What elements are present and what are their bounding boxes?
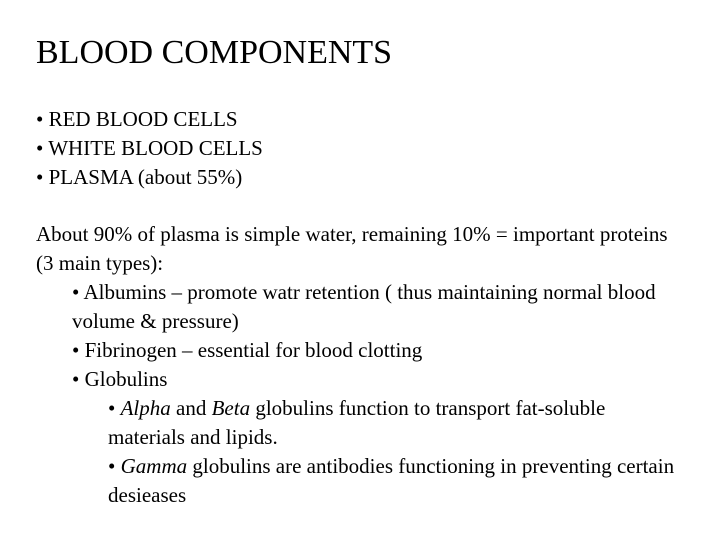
alpha-term: Alpha — [120, 396, 171, 420]
globulin-gamma — [108, 452, 686, 510]
plasma-description — [36, 220, 696, 510]
gamma-term: Gamma — [120, 454, 188, 478]
bullet-red-blood-cells: • RED BLOOD CELLS — [36, 107, 238, 131]
gamma-description: globulins are antibodies functioning in preventing certain desieases — [108, 454, 675, 507]
bullet-white-blood-cells: • WHITE BLOOD CELLS — [36, 136, 263, 160]
bullet-plasma: • PLASMA (about 55%) — [36, 165, 243, 189]
beta-term: Beta — [211, 396, 251, 420]
globulin-alpha-beta — [108, 394, 686, 452]
component-list — [36, 105, 263, 192]
bullet-marker: • — [108, 396, 121, 420]
conjunction: and — [170, 396, 212, 420]
plasma-paragraph: About 90% of plasma is simple water, remaining 10% = important proteins (3 main types): — [36, 222, 668, 275]
slide-title: BLOOD COMPONENTS — [36, 34, 393, 71]
alpha-beta-description: globulins function to transport fat-soluble materials and lipids. — [108, 396, 606, 449]
bullet-marker: • — [108, 454, 121, 478]
protein-albumins: • Albumins – promote watr retention ( thus maintaining normal blood volume & pressure) — [72, 280, 656, 333]
protein-fibrinogen: • Fibrinogen – essential for blood clotting — [72, 338, 423, 362]
protein-globulins: • Globulins — [72, 367, 168, 391]
